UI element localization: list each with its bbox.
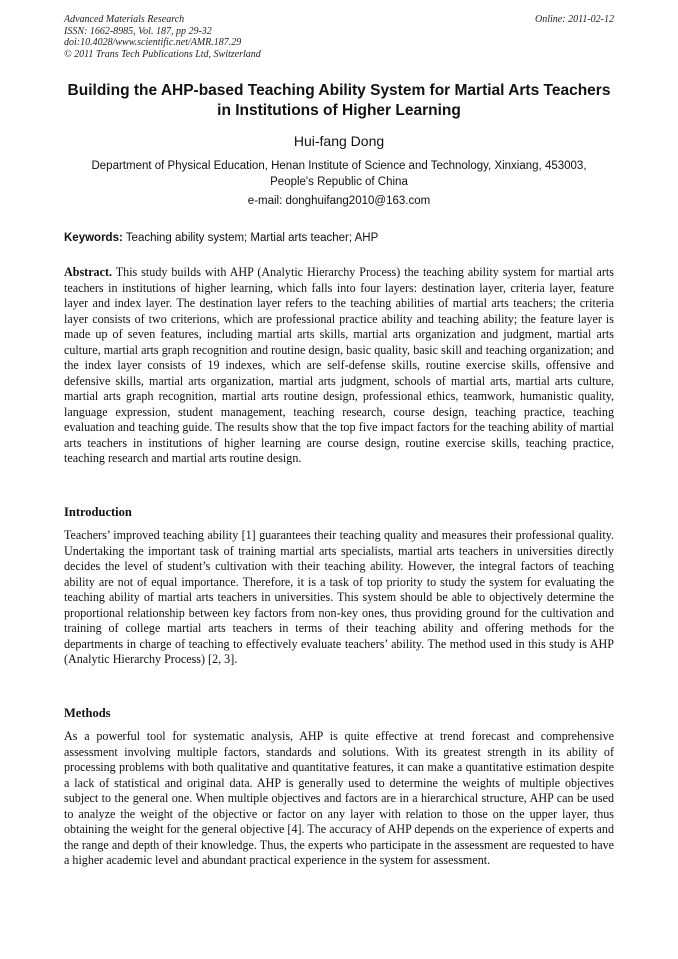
doi-line: doi:10.4028/www.scientific.net/AMR.187.29 (64, 37, 242, 48)
issn-line: ISSN: 1662-8985, Vol. 187, pp 29-32 (64, 25, 212, 37)
abstract (64, 265, 614, 467)
author-name: Hui-fang Dong (293, 133, 385, 149)
journal-name: Advanced Materials Research (64, 14, 185, 25)
introduction-heading: Introduction (64, 505, 132, 519)
keywords-label: Keywords: (64, 232, 123, 244)
affiliation (56, 158, 622, 190)
affiliation-line-1: Department of Physical Education, Henan Institute of Science and Technology, Xinxiang, 453003, (91, 160, 587, 172)
abstract-label: Abstract. (64, 265, 113, 279)
journal-header (64, 14, 261, 60)
keywords-line (64, 232, 614, 244)
paper-title: Building the AHP-based Teaching Ability System for Martial Arts Teachers in Institutions of Higher Learning (67, 82, 611, 119)
methods-heading: Methods (64, 706, 111, 720)
keywords-text: Teaching ability system; Martial arts teacher; AHP (125, 232, 379, 244)
online-date: Online: 2011-02-12 (535, 14, 614, 25)
methods-text: As a powerful tool for systematic analysis, AHP is quite effective at trend forecast and comprehensive assessment involving multiple factors, standards and solutions. With its greatest strength in its ability of processing problems with both qualitative and quantitative features, it can make a quantitative estimation despite a lack of statistical and original data. AHP is generally used to determine the weights of multiple objectives subject to the general one. When multiple objectives and factors are in a hierarchical structure, AHP can be used to analyze the weight of the objective or factor on any layer with relation to those on the upper layer, thus obtaining the weight for the general objective [4]. The accuracy of AHP depends on the experience of experts and the range and depth of their knowledge. Thus, the experts who participate in the assessment are requested to have a higher academic level and abundant practical experience in the system for assessment. (64, 729, 614, 867)
abstract-text: This study builds with AHP (Analytic Hierarchy Process) the teaching ability system for martial arts teachers in institutions of higher learning, which falls into four layers: destination layer, criteria layer, feature layer and index layer. The destination layer refers to the teaching abilities of martial arts teachers; the criteria layer consists of two criterions, which are professional practice ability and teaching ability; the feature layer is made up of seven features, including martial arts skills, martial arts organization and judgment, martial arts culture, martial arts graph recognition and routine design, basic quality, basic skill and teaching organization; and the index layer consists of 19 indexes, which are self-defense skills, routine exercise skills, offensive and defensive skills, martial arts organization, martial arts judgment, schools of martial arts, martial arts culture, martial arts graph recognition, martial arts routine design, professional ethics, teamwork, humanistic quality, language expression, student management, teaching research, course design, teaching practice, teaching evaluation and teaching guide. The results show that the top five impact factors for the teaching ability of martial arts teachers in institutions of higher learning are course design, routine exercise skills, teaching practice, teaching research and martial arts routine design. (64, 265, 614, 465)
author-email: e-mail: donghuifang2010@163.com (247, 195, 431, 207)
affiliation-line-2: People's Republic of China (270, 176, 408, 188)
copyright-line: © 2011 Trans Tech Publications Ltd, Switzerland (64, 48, 261, 60)
introduction-text: Teachers’ improved teaching ability [1] guarantees their teaching quality and measures their professional quality. Undertaking the important task of training martial arts specialists, martial arts teachers in universities directly decides the level of student’s cultivation with their teaching ability. However, the integral factors of teaching ability are not of equal importance. Therefore, it is a task of top priority to study the system for evaluating the teaching ability of martial arts teachers in universities. This system should be able to objectively determine the proportional relationship between key factors from non-key ones, thus providing ground for the cultivation and training of college martial arts teachers in terms of their teaching ability and offering methods for the departments in charge of teaching to effectively evaluate teachers’ ability. The method used in this study is AHP (Analytic Hierarchy Process) [2, 3]. (64, 528, 614, 666)
